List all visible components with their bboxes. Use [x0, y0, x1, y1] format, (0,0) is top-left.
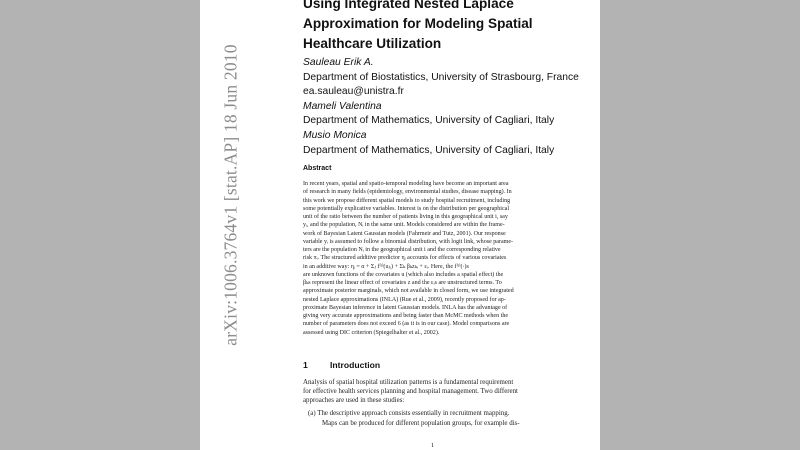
paragraph-line: approaches are used in these studies:: [303, 397, 405, 405]
author-name: Musio Monica: [303, 129, 367, 141]
paragraph-line: Analysis of spatial hospital utilization patterns is a fundamental requirement: [303, 379, 514, 386]
author-affiliation: Department of Biostatistics, University of Strasbourg, France: [303, 71, 579, 83]
abstract-line: approximate posterior marginals, which not available in closed form, we use integrated: [303, 288, 514, 295]
title-line: Using Integrated Nested Laplace: [303, 0, 514, 11]
title-line: Healthcare Utilization: [303, 36, 442, 51]
abstract-line: βₖs represent the linear effect of covariates z and the εᵢs are unstructured terms. To: [303, 280, 502, 286]
abstract-line: In recent years, spatial and spatio-temporal modeling have become an important area: [303, 181, 509, 187]
abstract-line: some potentially explicative variables. Interest is on the distribution per geographical: [303, 205, 510, 212]
arxiv-identifier: arXiv:1006.3764v1 [stat.AP] 18 Jun 2010: [220, 44, 241, 346]
abstract-line: work of Bayesian Latent Gaussian models (Fahrmeir and Tutz, 2001). Our response: [303, 230, 506, 237]
paper-title: [303, 0, 593, 54]
abstract-line: ters are the population Nᵢ in the geographical unit i and the corresponding relative: [303, 247, 501, 253]
list-item-continuation: Maps can be produced for different population groups, for example dis-: [322, 419, 520, 427]
list-item: (a) The descriptive approach consists essentially in recruitment mapping.: [308, 410, 510, 417]
abstract-body: [303, 180, 569, 337]
author-name: Mameli Valentina: [303, 100, 382, 112]
introduction-text: [303, 378, 569, 406]
abstract-line: are unknown functions of the covariates u (which also includes a spatial effect) the: [303, 271, 504, 278]
abstract-line: risk πᵢ. The structured additive predictor ηᵢ accounts for effects of various covariates: [303, 255, 507, 262]
abstract-line: in an additive way: ηᵢ = α + Σⱼ f⁽ʲ⁾(uⱼᵢ) + Σₖ βₖzₖᵢ + εᵢ. Here, the f⁽ʲ⁾(·)s: [303, 263, 469, 270]
section-number: 1: [303, 360, 308, 370]
author-block: [303, 56, 598, 158]
abstract-line: nested Laplace approximations (INLA) (Rue et al., 2009), recently proposed for ap-: [303, 296, 506, 303]
paragraph-line: for effective health services planning and hospital management. Two different: [303, 388, 518, 396]
title-line: Approximation for Modeling Spatial: [303, 16, 533, 31]
author-name: Sauleau Erik A.: [303, 57, 374, 68]
abstract-line: yᵢ, and the population, Nᵢ in the same unit. Models considered are within the frame-: [303, 222, 505, 229]
abstract-line: giving very accurate approximations and being faster than McMC methods when the: [303, 313, 509, 319]
approach-list: [308, 409, 570, 428]
author-email: ea.sauleau@unistra.fr: [303, 86, 404, 98]
abstract-heading: Abstract: [303, 165, 332, 172]
abstract-line: assessed using DIC criterion (Spiegelhalter et al., 2002).: [303, 329, 440, 336]
author-affiliation: Department of Mathematics, University of Cagliari, Italy: [303, 115, 555, 127]
abstract-line: proximate Bayesian inference in latent Gaussian models. INLA has the advantage of: [303, 304, 508, 311]
abstract-line: number of parameters does not exceed 6 (as it is in our case). Model comparisons are: [303, 321, 510, 328]
page-number: 1: [431, 442, 435, 449]
abstract-line: variable yᵢ is assumed to follow a binomial distribution, with logit link, whose parame-: [303, 238, 514, 245]
section-heading: [303, 360, 380, 370]
abstract-line: unit of the ratio between the number of patients living in this geographical unit i, say: [303, 214, 508, 220]
abstract-line: this work we propose different spatial models to study hospital recruitment, including: [303, 197, 511, 204]
author-affiliation: Department of Mathematics, University of Cagliari, Italy: [303, 144, 555, 156]
section-title: Introduction: [330, 360, 381, 370]
abstract-line: of research in many fields (epidemiology, environmental studies, disease mapping). In: [303, 189, 512, 196]
